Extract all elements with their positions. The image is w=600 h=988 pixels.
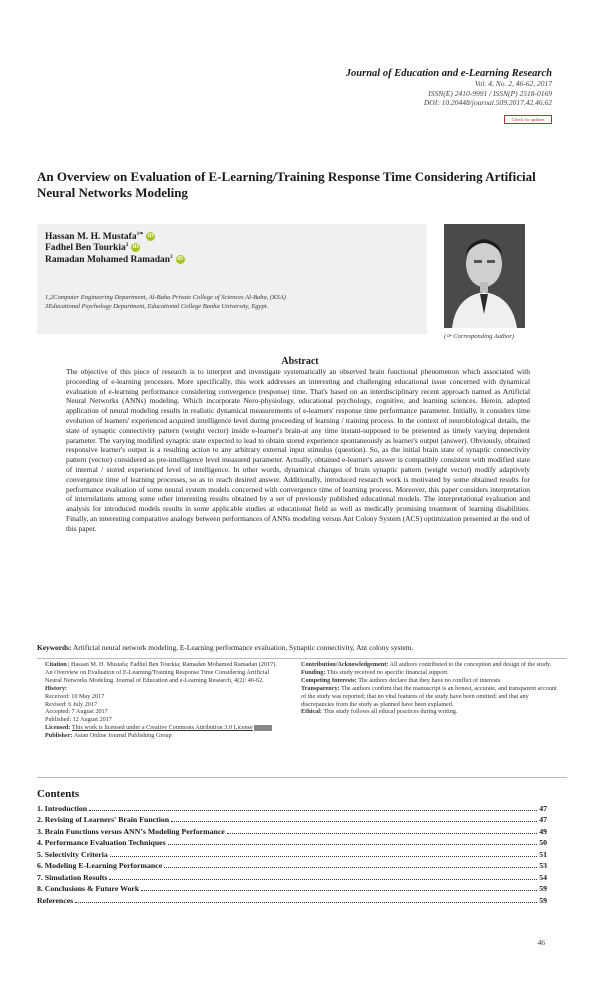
abstract-heading: Abstract [281,356,319,367]
ethical [301,708,559,716]
history-published: Published: 12 August 2017 [45,716,112,724]
toc-page: 47 [539,803,547,813]
author-name: Fadhel Ben Tourkia [45,243,126,254]
toc-item[interactable] [37,801,547,813]
transparency-text: The authors confirm that the manuscript is an honest, accurate, and transparent account of the study was reported; that no vital features of the study have been omitted; and that any discrepancies from the study as planned have been explained. [301,684,557,708]
author-name: Hassan M. H. Mustafa [45,232,137,243]
affiliation-1: 1,2Computer Engineering Department, Al-Baha Private College of Sciences Al-Baha, (KSA) [45,294,286,301]
orcid-icon[interactable]: iD [147,233,154,240]
ethical-label: Ethical: [301,708,322,716]
toc-page: 47 [539,815,547,824]
toc-label: 3. Brain Functions versus ANNʼs Modeling Performance [37,826,225,836]
toc-item[interactable] [37,813,547,825]
toc-item[interactable] [37,893,547,905]
competing-text: The authors declare that they have no conflict of interests. [358,676,502,684]
history-revised: Revised: 6 July 2017 [45,700,98,708]
journal-title: Journal of Education and e-Learning Research [345,68,552,79]
journal-volume: Vol. 4, No. 2, 46-62, 2017 [474,79,552,88]
citation-text: | Hassan M. H. Mustafa; Fadhel Ben Tourkia; Ramadan Mohamed Ramadan (2017). An Overview on Evaluation of E-Learning/Training Response Time Considering Artificial Neural Networks Modeling. Journal of Education and e-Learning Research, 4(2): 46-62. [45,661,277,684]
toc-item[interactable] [37,824,547,836]
author-1 [45,231,155,242]
toc-leader [109,879,537,880]
transparency [301,685,559,709]
toc-page: 53 [539,861,547,870]
toc-item[interactable] [37,882,547,894]
cc-by-icon[interactable] [254,725,272,731]
toc-label: 7. Simulation Results [37,872,108,882]
licensed-label: Licensed: [45,724,71,732]
toc-item[interactable] [37,859,547,871]
toc-page: 54 [539,872,547,882]
citation [45,661,277,685]
citation-right-column [301,661,559,716]
toc-label: 4. Performance Evaluation Techniques [37,838,166,847]
toc-page: 51 [539,849,547,859]
toc-leader [110,856,537,857]
keywords [37,643,567,653]
toc-label: 8. Conclusions & Future Work [37,884,140,893]
contribution-label: Contribution/Acknowledgement: [301,661,389,668]
toc-leader [164,867,537,868]
history-accepted: Accepted: 7 August 2017 [45,708,108,716]
author-sup: 2 [125,243,129,248]
keywords-text: Artificial neural network modeling, E-Learning performance evaluation, Synaptic connectivity, Ant colony system. [72,643,414,652]
journal-doi[interactable]: DOI: 10.20448/journal.509.2017.42.46.62 [423,98,552,107]
contribution-text: All authors contributed to the conception and design of the study. [389,661,552,668]
toc-leader [141,890,537,891]
license-link[interactable]: This work is licensed under a Creative Commons Attribution 3.0 License [71,724,253,732]
toc-leader [89,810,537,811]
corresponding-author-note: (✑ Corresponding Author) [444,333,515,340]
history-received: Received: 10 May 2017 [45,692,105,700]
history-label: History: [45,684,67,692]
divider [37,658,567,659]
orcid-icon[interactable]: iD [177,256,184,263]
paper-title: An Overview on Evaluation of E-Learning/Training Response Time Considering Artificial Neural Networks Modeling [37,169,536,200]
toc-page: 50 [539,838,547,847]
portrait-image [444,224,525,328]
license [45,724,277,732]
transparency-label: Transparency: [301,684,340,692]
toc-page: 49 [539,826,547,836]
toc-page: 59 [539,895,547,905]
check-updates-logo[interactable]: Check for updates [504,115,552,124]
toc-leader [168,844,538,845]
toc-item[interactable] [37,870,547,882]
competing-interests [301,677,559,685]
contents-heading: Contents [37,788,80,800]
keywords-label: Keywords: [37,643,72,652]
funding-text: This study received no specific financial support. [326,668,449,676]
author-sup: 1✑ [136,232,144,237]
divider [37,777,567,778]
toc-page: 59 [539,884,547,893]
journal-header [346,68,552,126]
affiliation-2: 3Educational Psychology Department, Educational College Banha University, Egypt. [45,303,269,310]
author-info-box [37,224,427,334]
toc-label: 6. Modeling E-Learning Performance [37,861,163,870]
publisher-label: Publisher: [45,732,73,740]
toc-item[interactable] [37,836,547,848]
author-photo [444,224,525,328]
toc-label: 5. Selectivity Criteria [37,849,108,859]
citation-label: Citation [45,661,67,668]
author-sup: 3 [170,255,173,260]
author-name: Ramadan Mohamed Ramadan [45,255,171,266]
toc-leader [227,833,537,834]
table-of-contents [37,801,547,905]
citation-left-column [45,661,277,740]
ethical-text: This study follows all ethical practices during writing. [323,708,458,716]
funding [301,669,559,677]
toc-label: References [37,895,74,905]
toc-label: 2. Revising of Learners' Brain Function [37,815,170,824]
page-number: 46 [537,938,545,947]
toc-leader [75,902,537,903]
orcid-icon[interactable]: iD [132,244,139,251]
publisher [45,732,277,740]
abstract-text: The objective of this piece of research is to interpret and investigate systematically an observed brain functional phenomenon which associated with proceeding of e-learning processes. More specifically, this work addresses an interesting and challenging educational issue concerned with dynamical evaluation of e-learning performance considering convergence (response) time. That's based on an interdisciplinary recent approach named as Artificial Neural Networks (ANNs) modeling. Which incorporate Nero-physiology, educational psychology, cognitive, and learning sciences. Herein, adopted application of neural modeling results in realistic dynamical measurements of e-learners' response time performance parameter. Initially, it considers time evolution of learners' experienced acquired intelligence level during proceeding of learning / training process. In the context of neurobiological details, the state of synaptic connectivity pattern (weight vector) inside e-learner's brain-at any time instant-supposed to be presented as timely varying dependent parameter. The varying modified synaptic state expected to lead to obtain stored experience spontaneously as learner's output (answer). Obviously, obtained responsive learner's output is a resulting action to any arbitrary external input stimulus (question). So, as the initial brain state of synaptic connectivity pattern (vector) considered as pre-intelligence level measured parameter. Actually, obtained e-learner's answer is compatibly consistent with modified state of internal / stored experienced level of intelligence. In other words, dynamical changes of brain synaptic pattern (weight vector) modify adaptively convergence time of learning processes, so as to reach desired answer. Additionally, introduced research work is motivated by some obtained results for performance evaluation of some neural system models concerned with convergence time of learning process. Moreover, this paper considers interpretation of interrelations among some other interesting results obtained by a set of previously published educational models. The interpretational evaluation and analysis for introduced models results in some applicable studies at educational field as well as medically promising treatment of learning disabilities. Finally, an interesting comparative analogy between performances of ANNs modeling versus Ant Colony System (ACS) optimization presented at the end of this paper. [66,367,530,533]
publisher-text: Asian Online Journal Publishing Group [73,732,172,740]
toc-leader [171,821,537,822]
funding-label: Funding: [301,668,326,676]
toc-label: 1. Introduction [37,803,88,813]
author-2 [45,243,140,253]
journal-issn: ISSN(E) 2410-9991 / ISSN(P) 2518-0169 [428,88,552,98]
contribution [301,661,559,669]
author-3 [45,255,185,265]
toc-item[interactable] [37,847,547,859]
competing-label: Competing Interests: [301,676,357,684]
